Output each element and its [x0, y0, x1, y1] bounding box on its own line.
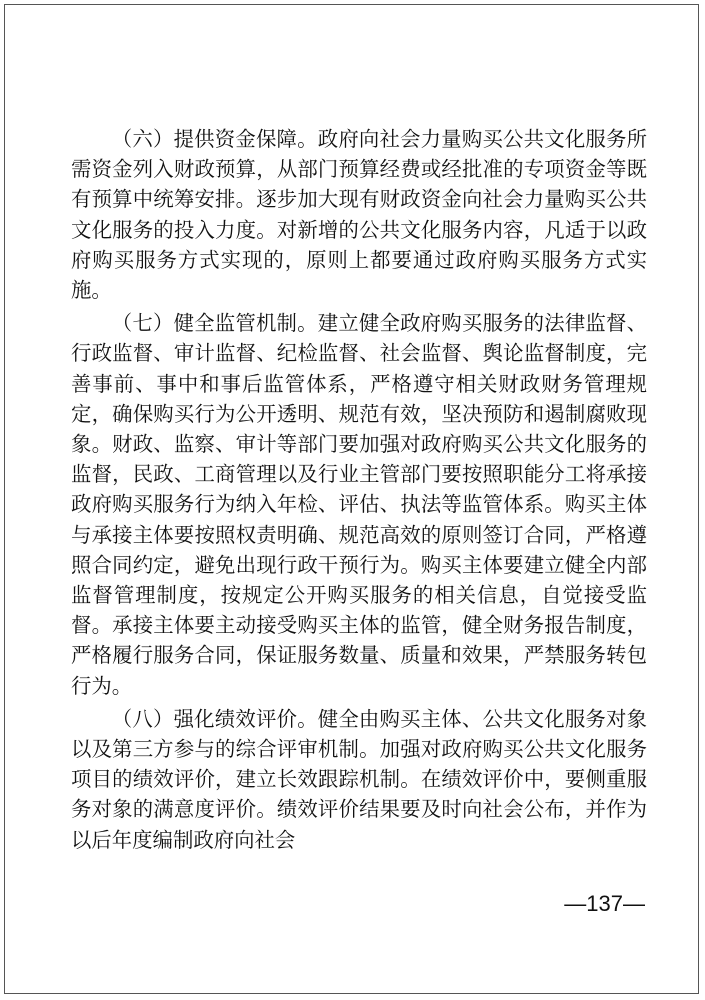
document-page	[4, 4, 699, 994]
page-number: —137—	[564, 891, 645, 916]
paragraph-funding-guarantee: （六）提供资金保障。政府向社会力量购买公共文化服务所需资金列入财政预算，从部门预算经费或经批准的专项资金等既有预算中统筹安排。逐步加大现有财政资金向社会力量购买公共文化服务的投入力度。对新增的公共文化服务内容，凡适于以政府购买服务方式实现的，原则上都要通过政府购买服务方式实施。	[71, 127, 647, 303]
paragraph-performance-evaluation: （八）强化绩效评价。健全由购买主体、公共文化服务对象以及第三方参与的综合评审机制。加强对政府购买公共文化服务项目的绩效评价，建立长效跟踪机制。在绩效评价中，要侧重服务对象的满意度评价。绩效评价结果要及时向社会公布，并作为以后年度编制政府向社会	[71, 706, 647, 852]
paragraph-supervision-mechanism: （七）健全监管机制。建立健全政府购买服务的法律监督、行政监督、审计监督、纪检监督、社会监督、舆论监督制度，完善事前、事中和事后监管体系，严格遵守相关财政财务管理规定，确保购买行为公开透明、规范有效，坚决预防和遏制腐败现象。财政、监察、审计等部门要加强对政府购买公共文化服务的监督，民政、工商管理以及行业主管部门要按照职能分工将承接政府购买服务行为纳入年检、评估、执法等监管体系。购买主体与承接主体要按照权责明确、规范高效的原则签订合同，严格遵照合同约定，避免出现行政干预行为。购买主体要建立健全内部监督管理制度，按规定公开购买服务的相关信息，自觉接受监督。承接主体要主动接受购买主体的监管，健全财务报告制度，严格履行服务合同，保证服务数量、质量和效果，严禁服务转包行为。	[71, 311, 647, 698]
body-text	[71, 124, 647, 858]
